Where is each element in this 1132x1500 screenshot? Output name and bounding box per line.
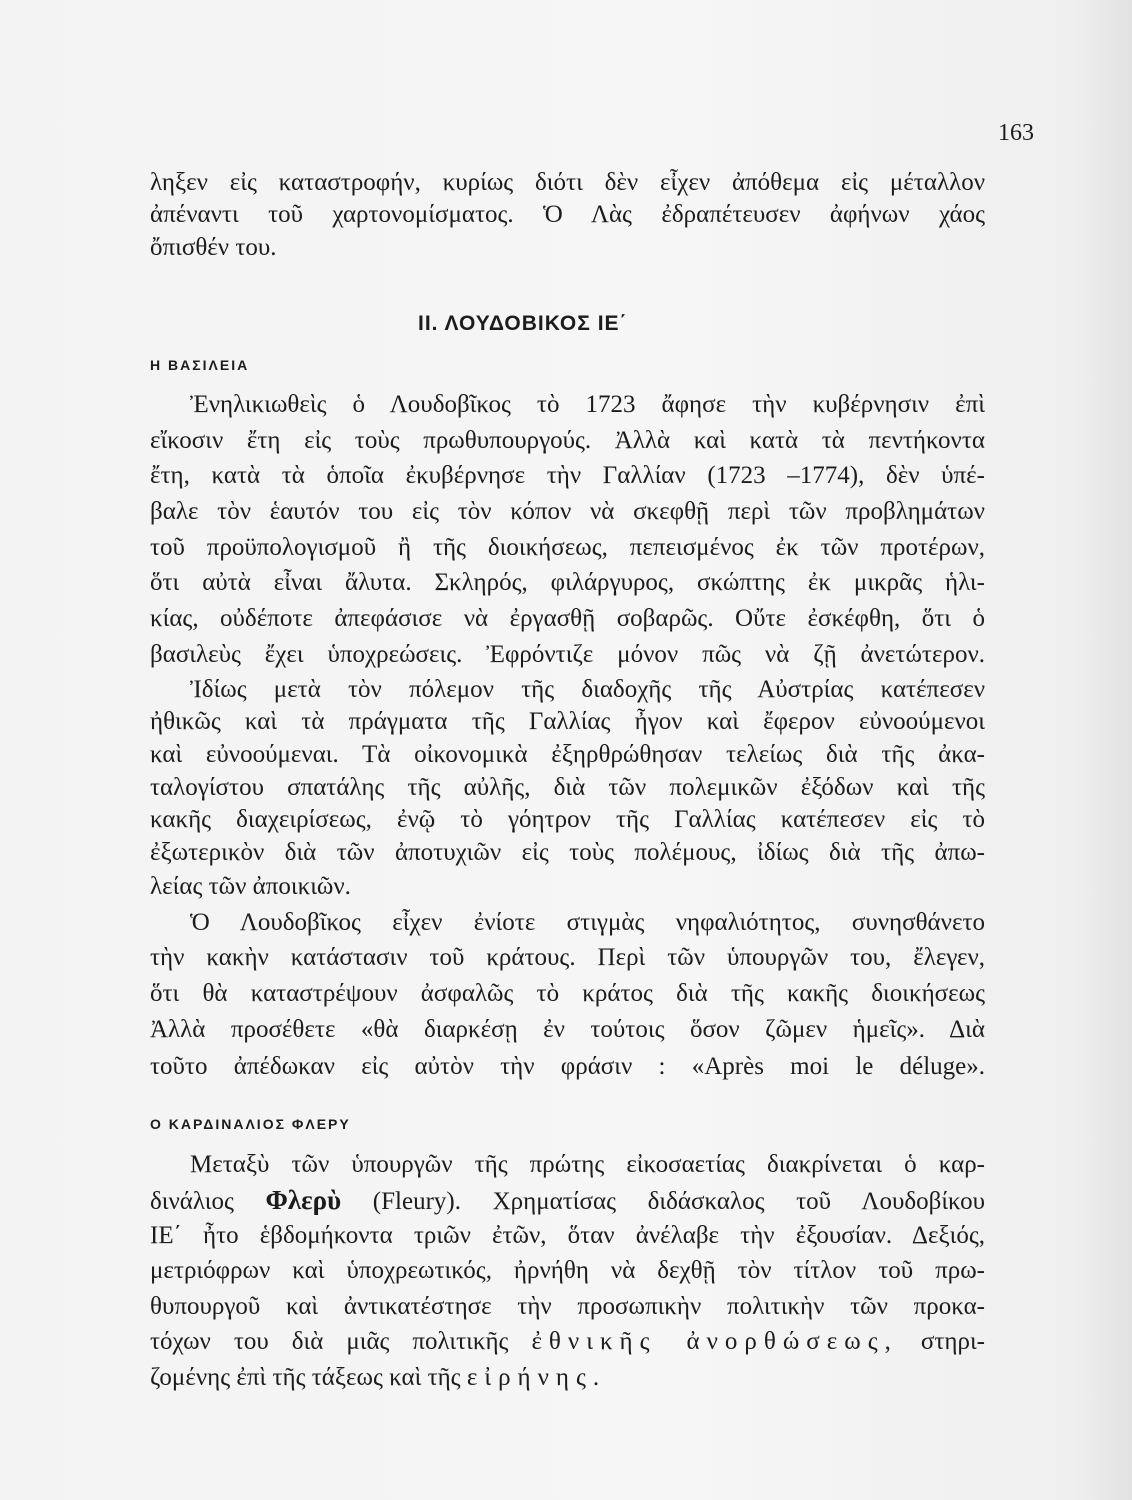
text-segment: τόχων του διὰ μιᾶς πολιτικῆς [150, 1328, 532, 1355]
text-line: Ἰδίως μετὰ τὸν πόλεμον τῆς διαδοχῆς τῆς Αὐστρίας κατέπεσεν [190, 676, 985, 703]
text-line: Ἐνηλικιωθεὶς ὁ Λουδοβῖκος τὸ 1723 ἄφησε τὴν κυβέρνησιν ἐπὶ [190, 391, 985, 418]
text-line: ὅτι θὰ καταστρέψουν ἀσφαλῶς τὸ κράτος διὰ τῆς κακῆς διοικήσεως [150, 980, 985, 1007]
text-line: ἀπέναντι τοῦ χαρτονομίσματος. Ὁ Λὰς ἐδραπέτευσεν ἀφήνων χάος [150, 201, 985, 228]
text-line: Μεταξὺ τῶν ὑπουργῶν τῆς πρώτης εἰκοσαετίας διακρίνεται ὁ καρ- [190, 1151, 985, 1178]
text-line: ὄπισθέν του. [150, 234, 277, 261]
text-line: λείας τῶν ἀποικιῶν. [150, 873, 351, 900]
text-line: θυπουργοῦ καὶ ἀντικατέστησε τὴν προσωπικὴν πολιτικὴν τῶν προκα- [150, 1293, 985, 1320]
text-line: τὴν κακὴν κατάστασιν τοῦ κράτους. Περὶ τῶν ὑπουργῶν του, ἔλεγεν, [150, 944, 985, 971]
text-line: ταλογίστου σπατάλης τῆς αὐλῆς, διὰ τῶν πολεμικῶν ἐξόδων καὶ τῆς [150, 774, 985, 801]
text-line: καὶ εὐνοούμεναι. Τὰ οἰκονομικὰ ἐξηρθρώθησαν τελείως διὰ τῆς ἀκα- [150, 741, 985, 768]
section-heading: Ο ΚΑΡΔΙΝΑΛΙΟΣ ΦΛΕΡΥ [150, 1116, 351, 1132]
text-line: τοῦτο ἀπέδωκαν εἰς αὐτὸν τὴν φράσιν : «Après moi le déluge». [150, 1053, 985, 1080]
text-line: βαλε τὸν ἑαυτόν του εἰς τὸν κόπον νὰ σκεφθῇ περὶ τῶν προβλημάτων [150, 498, 985, 525]
text-line [150, 1361, 985, 1395]
text-segment: (Fleury). Χρηματίσας διδάσκαλος τοῦ Λουδοβίκου [341, 1188, 985, 1215]
text-segment: στηρι- [897, 1328, 985, 1355]
text-line: εἴκοσιν ἔτη εἰς τοὺς πρωθυπουργούς. Ἀλλὰ καὶ κατὰ τὰ πεντήκοντα [150, 427, 985, 454]
text-line: ἐξωτερικὸν διὰ τῶν ἀποτυχιῶν εἰς τοὺς πολέμους, ἰδίως διὰ τῆς ἀπω- [150, 839, 985, 866]
text-line: κίας, οὐδέποτε ἀπεφάσισε νὰ ἐργασθῇ σοβαρῶς. Οὔτε ἐσκέφθη, ὅτι ὁ [150, 605, 985, 632]
page-number: 163 [998, 120, 1034, 146]
chapter-title: ΙΙ. ΛΟΥΔΟΒΙΚΟΣ ΙΕ΄ [418, 312, 628, 335]
text-line: κακῆς διαχειρίσεως, ἐνῷ τὸ γόητρον τῆς Γαλλίας κατέπεσεν εἰς τὸ [150, 806, 985, 833]
text-line: Ὁ Λουδοβῖκος εἶχεν ἐνίοτε στιγμὰς νηφαλιότητος, συνησθάνετο [190, 909, 985, 936]
text-line [150, 1325, 985, 1359]
text-line: ΙΕ΄ ἦτο ἑβδομήκοντα τριῶν ἐτῶν, ὅταν ἀνέλαβε τὴν ἐξουσίαν. Δεξιός, [150, 1222, 985, 1249]
text-line [150, 1183, 985, 1217]
text-line: ἠθικῶς καὶ τὰ πράγματα τῆς Γαλλίας ἦγον καὶ ἔφερον εὐνοούμενοι [150, 708, 985, 735]
spaced-emphasis: ἐθνικῆς ἀνορθώσεως, [531, 1328, 898, 1355]
text-line: τοῦ προϋπολογισμοῦ ἢ τῆς διοικήσεως, πεπεισμένος ἐκ τῶν προτέρων, [150, 534, 985, 561]
text-line: Ἀλλὰ προσέθετε «θὰ διαρκέσῃ ἐν τούτοις ὅσον ζῶμεν ἡμεῖς». Διὰ [150, 1016, 985, 1043]
text-line: μετριόφρων καὶ ὑποχρεωτικός, ἠρνήθη νὰ δεχθῇ τὸν τίτλον τοῦ πρω- [150, 1257, 985, 1284]
spaced-emphasis: εἰρήνης. [466, 1364, 607, 1391]
text-line: βασιλεὺς ἔχει ὑποχρεώσεις. Ἐφρόντιζε μόνον πῶς νὰ ζῇ ἀνετώτερον. [150, 641, 985, 668]
text-line: ὅτι αὐτὰ εἶναι ἄλυτα. Σκληρός, φιλάργυρος, σκώπτης ἐκ μικρᾶς ἡλι- [150, 569, 985, 596]
text-line: ἔτη, κατὰ τὰ ὁποῖα ἐκυβέρνησε τὴν Γαλλίαν (1723 –1774), δὲν ὑπέ- [150, 462, 985, 489]
text-segment: ζομένης ἐπὶ τῆς τάξεως καὶ τῆς [150, 1364, 467, 1391]
text-segment: δινάλιος [150, 1188, 266, 1215]
name-fleury-bold: Φλερὺ [265, 1185, 342, 1215]
section-heading: Η ΒΑΣΙΛΕΙΑ [150, 357, 250, 373]
text-line: ληξεν εἰς καταστροφήν, κυρίως διότι δὲν εἶχεν ἀπόθεμα εἰς μέταλλον [150, 169, 985, 196]
